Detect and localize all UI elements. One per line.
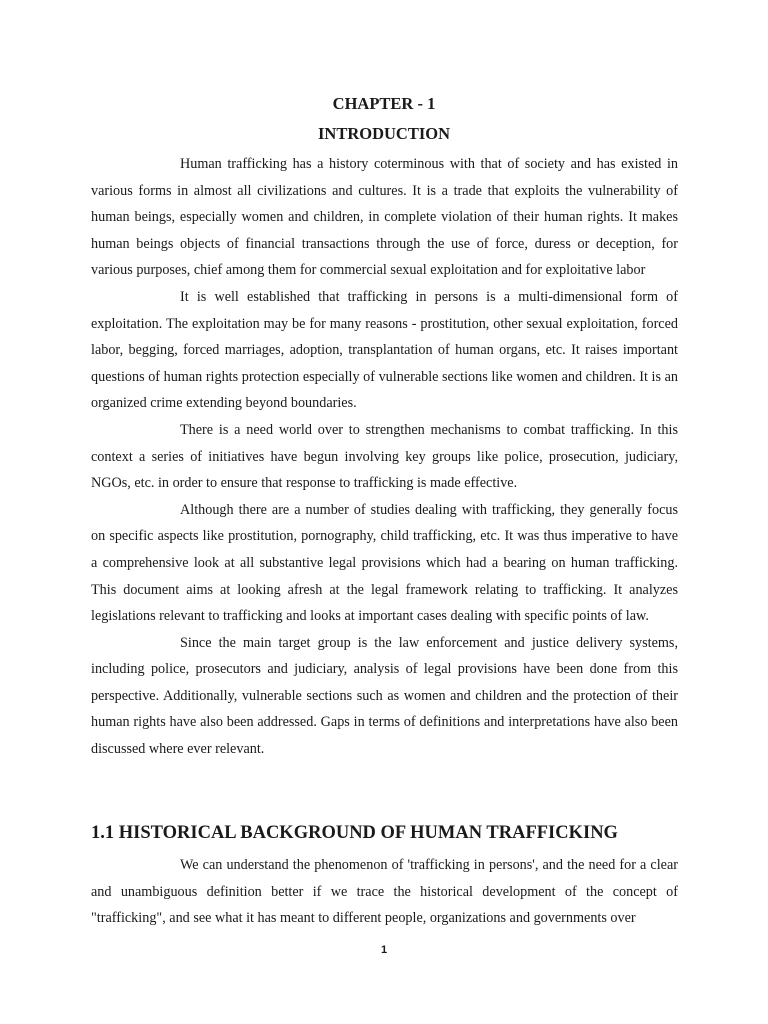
section-heading: 1.1 HISTORICAL BACKGROUND OF HUMAN TRAFFICKING xyxy=(91,823,618,843)
chapter-title: INTRODUCTION xyxy=(317,124,451,143)
paragraph: We can understand the phenomenon of 'trafficking in persons', and the need for a clear and unambiguous definition better if we trace the historical development of the concept of "trafficking", and see what it has meant to different people, organizations and governments over xyxy=(91,857,678,927)
introduction-body xyxy=(91,151,678,763)
paragraph: There is a need world over to strengthen mechanisms to combat trafficking. In this context a series of initiatives have begun involving key groups like police, prosecution, judiciary, NGOs, etc. in order to ensure that response to trafficking is made effective. xyxy=(91,421,678,492)
paragraph: Since the main target group is the law enforcement and justice delivery systems, including police, prosecutors and judiciary, analysis of legal provisions have been done from this perspective. Additionally, vulnerable sections such as women and children and the protection of their human rights have also been addressed. Gaps in terms of definitions and interpretations have also been discussed where ever relevant. xyxy=(91,634,678,758)
paragraph: Human trafficking has a history coterminous with that of society and has existed in various forms in almost all civilizations and cultures. It is a trade that exploits the vulnerability of human beings, especially women and children, in complete violation of their human rights. It makes human beings objects of financial transactions through the use of force, duress or deception, for various purposes, chief among them for commercial sexual exploitation and for exploitative labor xyxy=(91,156,678,279)
section-body xyxy=(91,852,678,932)
page-number: 1 xyxy=(380,944,388,956)
paragraph: Although there are a number of studies dealing with trafficking, they generally focus on specific aspects like prostitution, pornography, child trafficking, etc. It was thus imperative to have a comprehensive look at all substantive legal provisions which had a bearing on human trafficking. This document aims at looking afresh at the legal framework relating to trafficking. It analyzes legislations relevant to trafficking and looks at important cases dealing with specific points of law. xyxy=(91,501,678,625)
chapter-number: CHAPTER - 1 xyxy=(332,94,436,113)
paragraph: It is well established that trafficking in persons is a multi-dimensional form of exploitation. The exploitation may be for many reasons - prostitution, other sexual exploitation, forced labor, begging, forced marriages, adoption, transplantation of human organs, etc. It raises important questions of human rights protection especially of vulnerable sections like women and children. It is an organized crime extending beyond boundaries. xyxy=(91,288,678,412)
